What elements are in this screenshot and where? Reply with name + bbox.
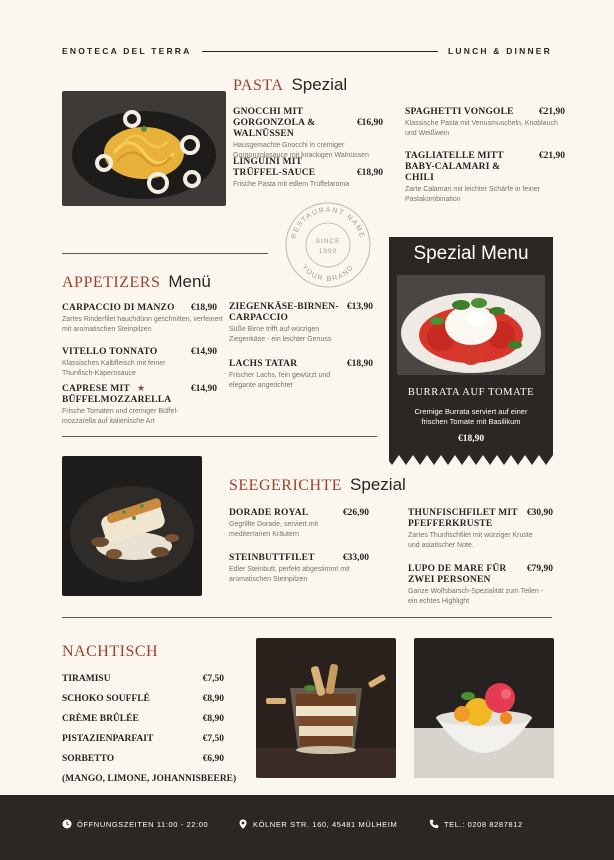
pasta-subtitle: Spezial [291,75,348,94]
location-pin-icon [238,819,248,829]
item-price: €18,90 [346,359,373,369]
item-price: €14,90 [190,347,217,357]
item-description: Gegrillte Dorade, serviert mit mediterranen Kräutern [229,521,319,538]
menu-item [62,303,223,334]
stamp-since: SINCE [315,238,341,245]
item-description: Frische Tomaten und cremiger Büffel-mozzarella auf italienische Art [62,408,179,425]
item-description: Zarte Calamari mit leichter Schärfe in feiner Pastakombination [405,186,540,203]
menu-item [408,564,553,606]
item-description: Edler Steinbutt, perfekt abgestimmt mit aromatischen Steinpilzen [229,566,350,583]
dessert-list [62,674,237,784]
menu-item [229,359,373,390]
item-price: €33,00 [342,553,369,563]
item-description: Hausgemachte Gnocchi in cremiger Gorgonzolasauce mit knackigen Walnüssen [233,142,369,159]
special-menu-card [389,237,553,469]
item-name [62,384,172,406]
special-title: Spezial Menu [413,243,529,264]
menu-item [229,508,369,539]
stamp-top-text: RESTAURANT NAME [290,206,366,240]
dessert-price: €7,50 [202,734,224,744]
item-price: €13,90 [346,302,373,312]
item-price: €18,90 [356,168,383,178]
divider [62,253,268,254]
item-name: GNOCCHI MIT GORGONZOLA & WALNÜSSEN [233,107,316,139]
dessert-item [62,734,224,754]
item-description: Zartes Thunfischfilet mit würziger Kruste und asiatischer Note. [408,532,533,549]
menu-item [405,151,565,204]
clock-icon [62,819,72,829]
sorbet-photo [414,638,554,778]
item-name: LACHS TATAR [229,359,298,369]
appetizers-subtitle: Menü [168,272,211,291]
item-description: Klassisches Kalbfleisch mit feiner Thunfisch-Kapernsauce [62,360,166,377]
opening-hours-text: ÖFFNUNGSZEITEN 11:00 - 22:00 [77,819,209,829]
item-name: TAGLIATELLE MITT BABY-CALAMARI & CHILI [405,151,504,183]
tiramisu-photo [256,638,396,778]
pasta-photo [62,91,226,206]
star-icon: ★ [137,383,146,393]
menu-item [233,157,383,190]
dessert-name: CRÈME BRÛLÉE [62,714,139,724]
item-price: €18,90 [190,303,217,313]
item-price: €26,90 [342,508,369,518]
dessert-price: €6,90 [202,754,224,764]
dessert-name: TIRAMISU [62,674,111,684]
header-divider [202,51,439,52]
item-name: VITELLO TONNATO [62,347,158,357]
phone-icon [429,819,439,829]
burrata-photo [397,275,545,375]
special-dish-description: Cremige Burrata serviert auf einer frischen Tomate mit Basilikum [414,407,528,426]
phone-text: TEL.: 0208 8287812 [444,819,523,829]
header-bar [62,44,552,58]
seafood-subtitle: Spezial [350,475,406,494]
item-name: SPAGHETTI VONGOLE [405,107,514,117]
restaurant-name: ENOTECA DEL TERRA [62,46,192,56]
item-description: Zartes Rinderfilet hauchdünn geschnitten, verfeinert mit aromatischen Steinpilzen [62,316,223,333]
dessert-item [62,674,224,694]
menu-item [229,302,373,344]
address [238,819,397,829]
dessert-name: SORBETTO [62,754,115,764]
footer [0,795,614,860]
special-dish-price: €18,90 [457,434,485,444]
item-price: €79,90 [526,564,553,574]
item-name: LINGUINI MIT TRÜFFEL-SAUCE [233,157,316,178]
item-description: Süße Birne trifft auf würzigen Ziegenkäse - ein leichter Genuss [229,326,332,343]
item-name: DORADE ROYAL [229,508,309,518]
restaurant-stamp [283,200,373,290]
dessert-title: NACHTISCH [62,643,159,660]
dessert-item [62,754,224,774]
special-dish-name: BURRATA AUF TOMATE [407,387,535,398]
fish-photo [62,456,202,596]
dessert-item [62,714,224,734]
item-description: Frischer Lachs, fein gewürzt und elegante angerichtet [229,372,331,389]
item-price: €16,90 [356,118,383,128]
dessert-name: PISTAZIENPARFAIT [62,734,154,744]
pasta-title: PASTA [233,77,284,94]
appetizers-title: APPETIZERS [62,274,161,291]
stamp-year: 1990 [318,248,338,255]
item-price: €30,90 [526,508,553,518]
menu-item [405,107,565,138]
dessert-price: €7,50 [202,674,224,684]
item-description: Ganze Wolfsbarsch-Spezialität zum Teilen - ein echtes Highlight [408,588,544,605]
address-text: KÖLNER STR. 160, 45481 MÜLHEIM [253,819,398,829]
seafood-heading [229,475,406,495]
item-name-text: CAPRESE MIT BÜFFELMOZZARELLA [62,384,172,405]
menu-item [229,553,369,584]
item-name: THUNFISCHFILET MIT PFEFFERKRUSTE [408,508,518,529]
opening-hours [62,819,208,829]
menu-item [233,107,383,160]
stamp-bottom-text: YOUR BRAND [300,263,356,284]
item-description: Klassische Pasta mit Venusmuscheln, Knoblauch und Weißwein [405,120,558,137]
item-name: CARPACCIO DI MANZO [62,303,175,313]
item-name: ZIEGENKÄSE-BIRNEN-CARPACCIO [229,302,339,323]
seafood-title: SEEGERICHTE [229,477,343,494]
header-tagline: LUNCH & DINNER [448,46,552,56]
menu-item [408,508,553,550]
item-name: STEINBUTTFILET [229,553,315,563]
divider [62,617,552,618]
dessert-price: €8,90 [202,694,224,704]
dessert-item [62,694,224,714]
sorbet-flavors: (MANGO, LIMONE, JOHANNISBEERE) [62,774,237,784]
item-description: Frische Pasta mit edlem Trüffelaroma [233,181,350,188]
menu-item [62,347,217,378]
item-price: €14,90 [190,384,217,394]
item-name: LUPO DE MARE FÜR ZWEI PERSONEN [408,564,507,585]
phone [429,819,523,829]
pasta-heading [233,75,347,95]
appetizers-heading [62,272,211,292]
dessert-price: €8,90 [202,714,224,724]
divider [62,436,377,437]
item-price: €21,90 [538,151,565,161]
item-price: €21,90 [538,107,565,117]
dessert-heading [62,643,158,661]
dessert-name: SCHOKO SOUFFLÉ [62,694,150,704]
